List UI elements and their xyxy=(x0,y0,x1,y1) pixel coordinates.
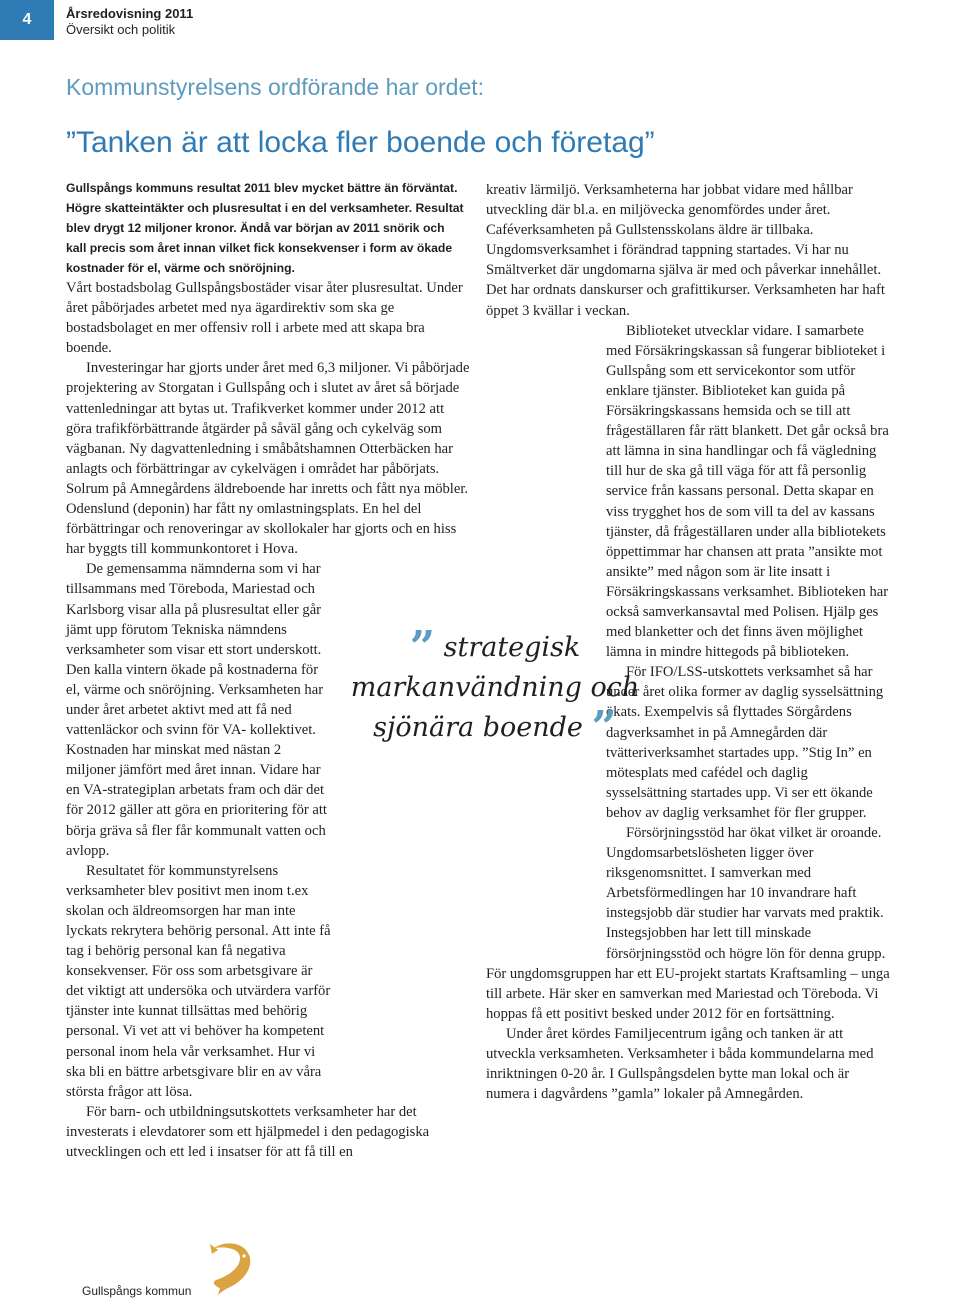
right-paragraph: Försörjningsstöd har ökat vilket är oroande. Ungdomsarbetslösheten ligger över riksgenomsnittet. I samverkan med Arbetsförmedlingen har 10 invandrare haft instegsjobb där studier har varvats med praktik. Instegsjobben har lett till minskade försörjningsstöd och högre lön för denna grupp. För ungdomsgruppen har ett EU-projekt startats Kraftsamling – unga till arbete. Här sker en samverkan med Mariestad och Töreboda. Vi hoppas få ett positivt besked under 2012 för en fortsättning. xyxy=(486,825,890,1022)
left-paragraph: Vårt bostadsbolag Gullspångsbostäder visar åter plusresultat. Under året påbörjades arbetet med nya ägardirektiv som ska ge bostadsbolaget en mer offensiv roll i arbete med att skapa bra boende. xyxy=(66,280,463,357)
footer-org-name: Gullspångs kommun xyxy=(82,1284,192,1298)
right-paragraph: För IFO/LSS-utskottets verksamhet så har under året olika former av daglig sysselsättning ökats. Exempelvis så flyttades Sörgårdens dagverksamhet in på Amnegården där tvätteriverksamhet startades upp. ”Stig In” en mötesplats med cafédel och daglig sysselsättning startades upp. Vi ser ett ökande behov av daglig verksamhet för fler grupper. xyxy=(606,664,884,821)
page-number: 4 xyxy=(22,11,32,28)
quote-close-icon: ” xyxy=(591,702,617,753)
left-paragraph: Investeringar har gjorts under året med 6,3 miljoner. Vi påbörjade projektering av Storgatan i Gullspång och i slutet av året så började vattenledningar att bytas ut. Trafikverket kommer under 2012 att göra trafikförbättrande åtgärder på såväl gång och cykelväg som vägbanan. Ny dagvattenledning i småbåtshamnen Otterbäcken har anlagts och förbättringar av cykelvägen i området har påbörjats. Solrum på Amnegårdens äldreboende har inretts och fått nya möbler. Odenslund (deponin) har fått ny omlastningsplats. En hel del förbättringar och renoveringar av skollokaler har gjorts och en hiss har byggts till kommunkontoret i Hova. xyxy=(66,360,470,558)
kicker: Kommunstyrelsens ordförande har ordet: xyxy=(66,74,485,100)
page-number-tab xyxy=(0,0,54,40)
section-title: Översikt och politik xyxy=(66,22,176,37)
left-paragraph: De gemensamma nämnderna som vi har tillsammans med Töreboda, Mariestad och Karlsborg visar alla på plusresultat eller går jämt upp förutom Tekniska nämndens verksamheter som visar ett stort underskott. Den kalla vintern ökade på kostnaderna för el, värme och snöröjning. Verksamheten har under året arbetet aktivt med att få ned vattenläckor och svinn för VA- kollektivet. Kostnaden har minskat med nästan 2 miljoner jämfört med året innan. Vidare har en VA-strategiplan arbetats fram och där det för 2012 gäller att göra en prioritering för att börja gräva så fler får kommunalt vatten och avlopp. xyxy=(66,561,327,859)
right-paragraph: kreativ lärmiljö. Verksamheterna har jobbat vidare med hållbar utveckling där bl.a. en miljövecka genomfördes under året. Caféverksamheten på Gullstensskolans äldre är tillbaka. Ungdomsverksamhet i förändrad tappning startades. Vi har nu Smältverket där ungdomarna själva är med och påverkar innehållet. Det har ordnats danskurser och grafittikurser. Verksamheten har haft öppet 3 kvällar i veckan. xyxy=(486,182,885,319)
lead-paragraph: Gullspångs kommuns resultat 2011 blev mycket bättre än förväntat. Högre skatteintäkter och plusresultat i en del verksamheter. Resultat blev drygt 12 miljoner kronor. Ändå var början av 2011 snörik och kall precis som året innan vilket fick konsekvenser i form av ökade kostnader för el, värme och snöröjning. xyxy=(66,181,464,275)
headline: ”Tanken är att locka fler boende och företag” xyxy=(66,126,655,159)
report-title: Årsredovisning 2011 xyxy=(66,6,194,21)
quote-open-icon: ” xyxy=(409,622,436,673)
left-paragraph: Resultatet för kommunstyrelsens verksamheter blev positivt men inom t.ex skolan och äldreomsorgen har man inte lyckats rekrytera behörig personal. Att inte få tag i behörig personal kan få negativa konsekvenser. För oss som arbetsgivare är det viktigt att undersöka och utvärdera varför tjänster inte kunnat tillsättas med behörig personal. Vi vet att vi behöver ha kompetent personal inom hela vår verksamhet. Hur vi ska bli en bättre arbetsgivare blir en av våra största frågor att lösa. xyxy=(66,862,331,1100)
salmon-logo-icon xyxy=(206,1238,254,1296)
pull-quote-text: strategisk markanvändning och sjönära boende xyxy=(350,632,640,743)
pull-quote xyxy=(350,622,640,753)
left-paragraph: För barn- och utbildningsutskottets verksamheter har det investerats i elevdatorer som ett hjälpmedel i den pedagogiska utvecklingen och ett led i insatser för att få till en xyxy=(66,1103,430,1161)
right-paragraph: Under året kördes Familjecentrum igång och tanken är att utveckla verksamheten. Verksamheter i båda kommundelarna med inriktningen 0-20 år. I Gullspångsdelen bytte man lokal och är numera i dagvårdens ”gamla” lokaler på Amnegården. xyxy=(486,1025,874,1103)
right-paragraph: Biblioteket utvecklar vidare. I samarbete med Försäkringskassan så fungerar biblioteket i Gullspång som ett servicekontor som utför enklare tjänster. Biblioteket kan guida på Försäkringskassans hemsida och se till att frågeställaren får rätt blankett. Det går också bra att lämna in sina handlingar och få vägledning till hur de ska gå till väga för att få personlig service från kassans personal. Detta skapar en viss trygghet hos de som vill ta del av kassans tjänster, då frågeställaren under alla bibliotekets öppettimmar har chansen att prata ”ansikte mot ansikte” med någon som är lite insatt i Försäkringskassans verksamhet. Biblioteken har också samverkansavtal med Polisen. Hjälp ges med blanketter och det finns även möjlighet lämna in mindre hittegods på biblioteken. xyxy=(606,322,889,661)
